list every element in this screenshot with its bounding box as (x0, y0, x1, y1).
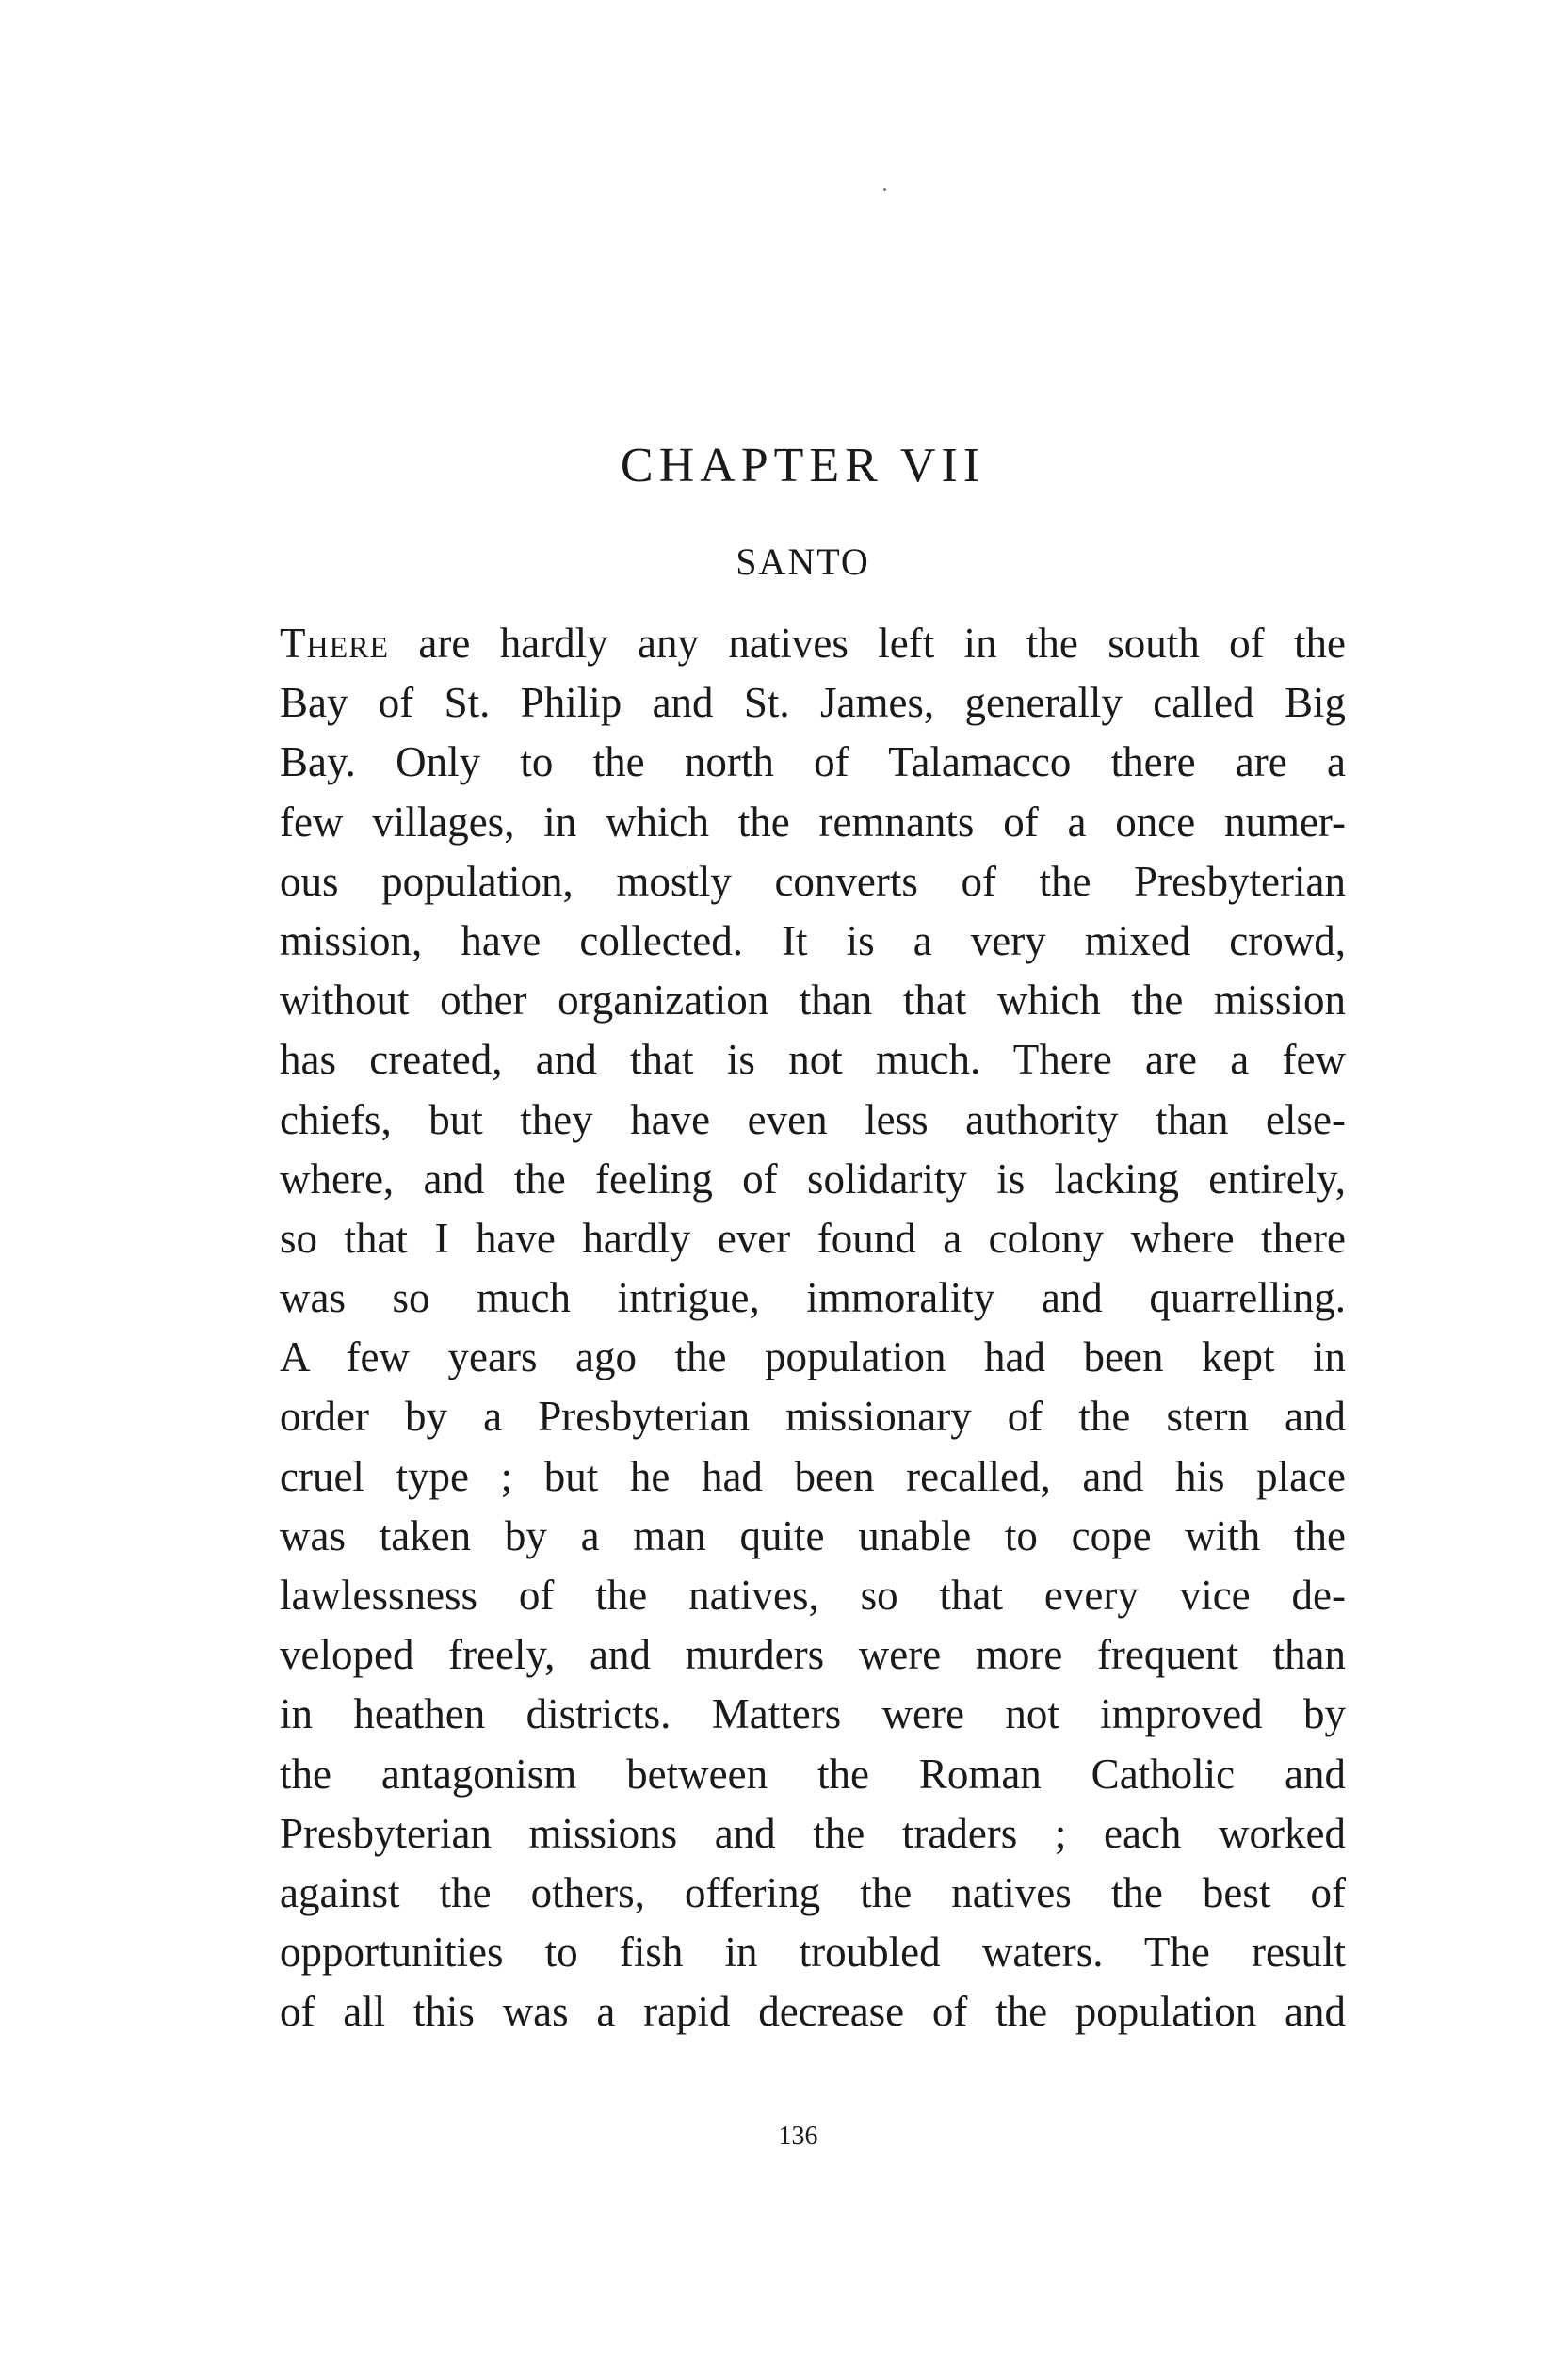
text-line: Bay of St. Philip and St. James, generally called Big (280, 679, 1346, 727)
text-line: was so much intrigue, immorality and quarrelling. (280, 1274, 1346, 1322)
text-line: opportunities to fish in troubled waters. The result (280, 1929, 1346, 1977)
text-line: has created, and that is not much. There are a few (280, 1036, 1346, 1084)
drop-word: There (280, 620, 390, 667)
text-line: without other organization than that which the mission (280, 977, 1346, 1025)
text-line: of all this was a rapid decrease of the population and (280, 1988, 1346, 2036)
text-line: ous population, mostly converts of the Presbyterian (280, 857, 1346, 905)
text-line: chiefs, but they have even less authority than else- (280, 1095, 1346, 1143)
text-line: the antagonism between the Roman Catholic and (280, 1750, 1346, 1798)
text-line: so that I have hardly ever found a colony where there (280, 1214, 1346, 1262)
text-line: Presbyterian missions and the traders ; each worked (280, 1809, 1346, 1857)
body-text (280, 614, 1346, 2042)
text-line: Bay. Only to the north of Talamacco there are a (280, 738, 1346, 786)
text-line: against the others, offering the natives the best of (280, 1868, 1346, 1916)
text-line: in heathen districts. Matters were not improved by (280, 1690, 1346, 1738)
chapter-title: SANTO (736, 541, 870, 583)
text-line: veloped freely, and murders were more frequent than (280, 1631, 1346, 1679)
text-line-1 (280, 614, 1346, 673)
text-line: order by a Presbyterian missionary of the stern and (280, 1393, 1346, 1441)
text-line: cruel type ; but he had been recalled, and his place (280, 1452, 1346, 1500)
text-line: few villages, in which the remnants of a once numer- (280, 798, 1346, 846)
page-number: 136 (778, 2122, 818, 2151)
scan-speck (883, 188, 886, 191)
text-line-1-rest: are hardly any natives left in the south of the (389, 620, 1346, 667)
text-line: lawlessness of the natives, so that every vice de- (280, 1572, 1346, 1619)
text-line: where, and the feeling of solidarity is lacking entirely, (280, 1154, 1346, 1203)
text-line: A few years ago the population had been kept in (280, 1333, 1346, 1381)
chapter-heading: CHAPTER VII (620, 439, 986, 492)
text-line: was taken by a man quite unable to cope with the (280, 1511, 1346, 1559)
text-line: mission, have collected. It is a very mixed crowd, (280, 916, 1346, 964)
